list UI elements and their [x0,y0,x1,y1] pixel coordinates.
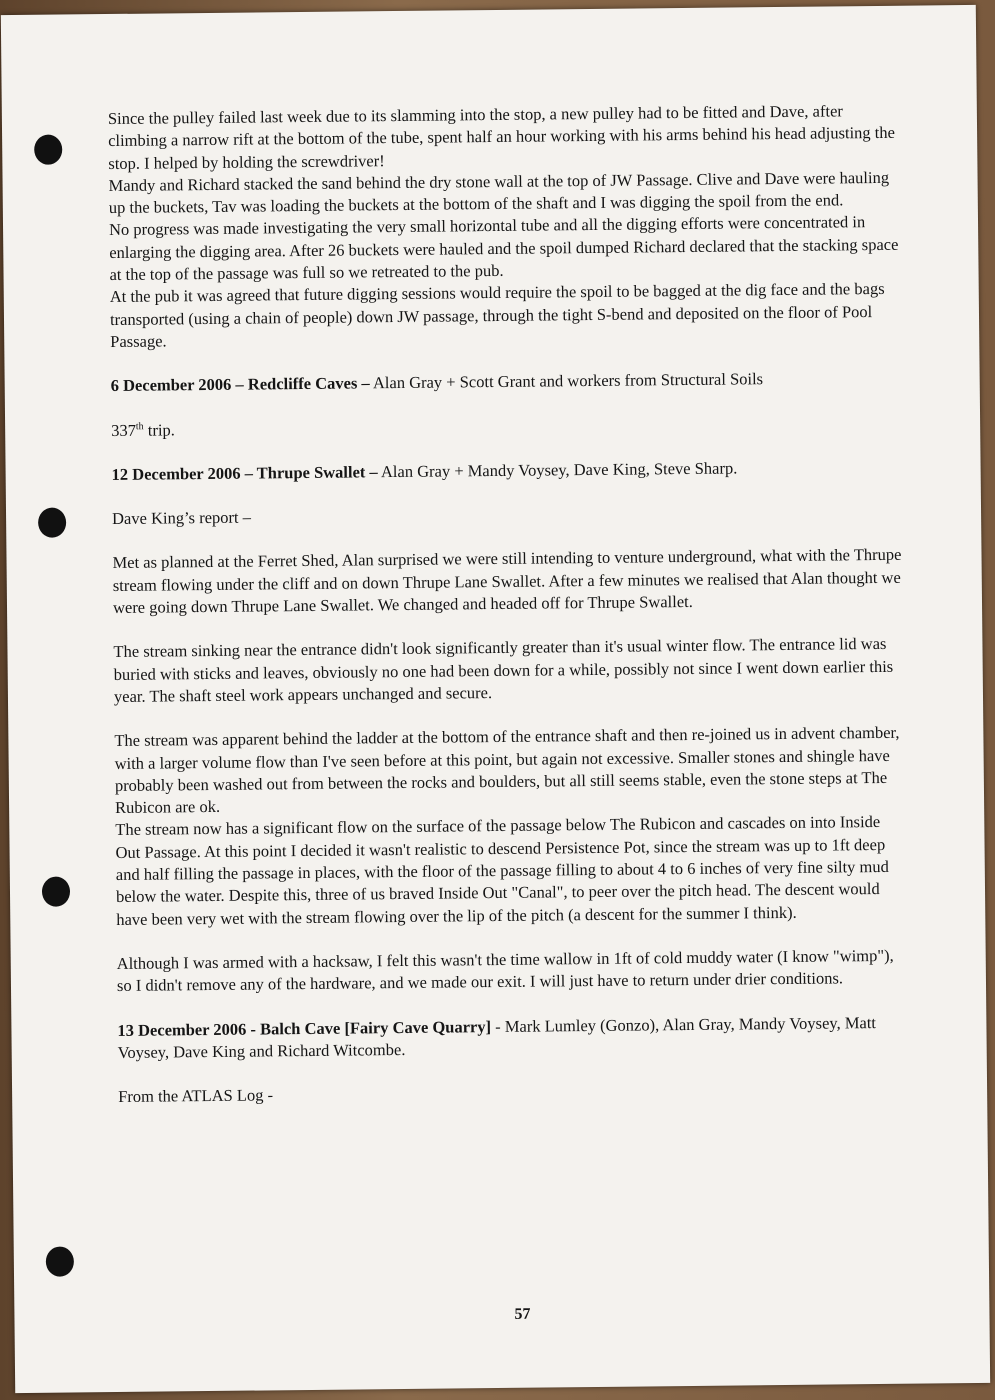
punch-hole-1 [34,135,62,165]
page-number: 57 [514,1305,531,1323]
entry-heading: 6 December 2006 – Redcliffe Caves – [110,373,370,396]
punch-hole-2 [38,507,66,537]
paragraph-pub: At the pub it was agreed that future digging sessions would require the spoil to be bagged at the dig face and the bags transported (using a chain of people) down JW passage, through the tight S-bend and deposited on the floor of Pool Passage. [109,279,885,351]
paragraph-progress: No progress was made investigating the very small horizontal tube and all the digging efforts were concentrated in enlarging the digging area. After 26 buckets were hauled and the spoil dumped Richard declared that the stacking space at the top of the passage was full so we retreated to the pub. [108,212,899,285]
report-paragraph-1: Met as planned at the Ferret Shed, Alan surprised we were still intending to venture underground, what with the Thrupe stream flowing under the cliff and on down Thrupe Lane Swallet. After a few minutes we realised that Alan thought we were going down Thrupe Lane Swallet. We changed and headed off for Thrupe Swallet. [112,545,902,618]
trip-number: 337 [111,420,137,440]
punch-hole-4 [46,1246,74,1276]
report-paragraph-4: The stream now has a significant flow on the surface of the passage below The Rubicon and cascades on into Inside Out Passage. At this point I decided it wasn't realistic to descend Persistence Pot, since the stream was up to 1ft deep and half filling the passage in places, with the floor of the passage filling to about 4 to 6 inches of very fine silty mud below the water. Despite this, three of us braved Inside Out "Canal", to peer over the pitch head. The descent would have been very wet with the stream flowing over the lip of the pitch (a descent for the summer I think). [115,812,889,929]
entry-people: Alan Gray + Scott Grant and workers from Structural Soils [369,369,764,393]
paragraph-stacking: Mandy and Richard stacked the sand behind the dry stone wall at the top of JW Passage. Clive and Dave were hauling up the buckets, Tav was loading the buckets at the bottom of the shaft and I was digging the spoil from the end. [108,167,890,218]
report-paragraph-5: Although I was armed with a hacksaw, I felt this wasn't the time wallow in 1ft of cold muddy water (I know "wimp"), so I didn't remove any of the hardware, and we made our exit. I will just have to return under drier conditions. [116,945,894,996]
trip-suffix: th [135,420,144,432]
report-intro: Dave King’s report – [111,507,252,529]
punch-hole-3 [42,876,70,906]
report-paragraph-2: The stream sinking near the entrance didn't look significantly greater than it's usual winter flow. The entrance lid was buried with sticks and leaves, obviously no one had been down for a while, possibly not since I went down earlier this year. The shaft steel work appears unchanged and secure. [113,634,894,706]
trip-word: trip. [143,419,175,440]
atlas-intro: From the ATLAS Log - [118,1085,274,1107]
entry-heading: 13 December 2006 - Balch Cave [Fairy Cave Quarry] [117,1016,492,1040]
entry-heading: 12 December 2006 – Thrupe Swallet – [111,462,378,484]
entry-people: Alan Gray + Mandy Voysey, Dave King, Steve Sharp. [377,458,738,482]
report-paragraph-3: The stream was apparent behind the ladder at the bottom of the entrance shaft and then re-joined us in advent chamber, with a larger volume flow than I've seen before at this point, but again not excessive. Smaller stones and shingle have probably been washed out from between the rocks and boulders, but all still seems stable, even the stone steps at The Rubicon are ok. [114,723,900,818]
entry-people: - Mark Lumley (Gonzo), Alan Gray, Mandy Voysey, Matt Voysey, Dave King and Richard Witcombe. [117,1012,877,1062]
page-content [108,100,908,1109]
paragraph-pulley: Since the pulley failed last week due to its slamming into the stop, a new pulley had to be fitted and Dave, after climbing a narrow rift at the bottom of the tube, spent half an hour working with his arms behind his head adjusting the stop. I helped by holding the screwdriver! [107,101,895,173]
document-page [1,5,990,1393]
